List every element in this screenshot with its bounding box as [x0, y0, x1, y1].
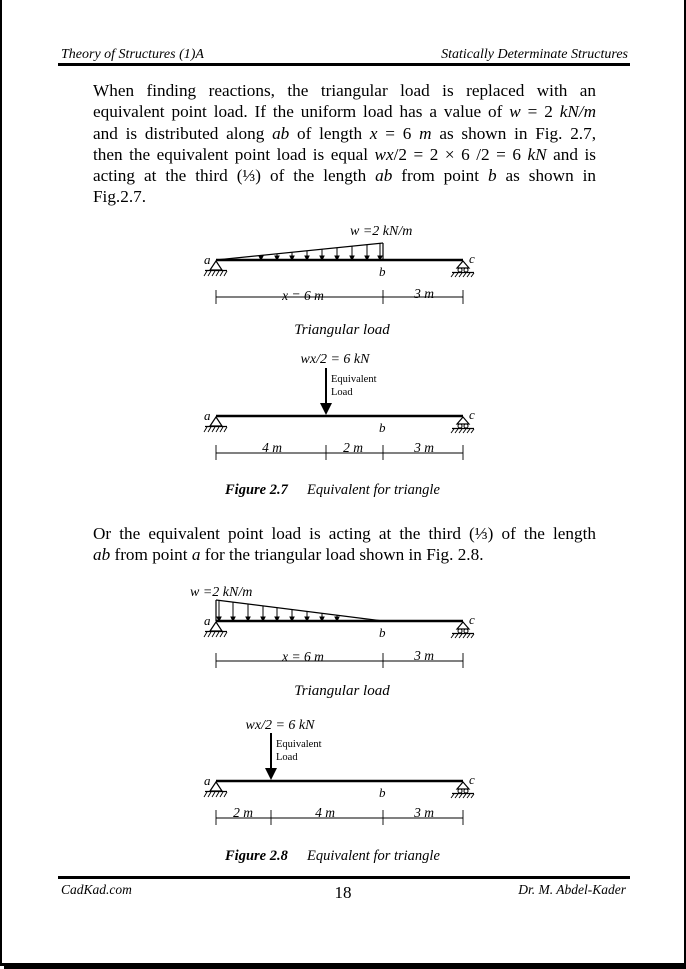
para1-line2: equivalent point load. If the uniform load has a value of w = 2 kN/m: [93, 102, 596, 122]
fig28-caption: [224, 848, 440, 864]
header-title-right: Statically Determinate Structures: [441, 47, 628, 62]
fig27-label-c-bottom: c: [469, 407, 475, 422]
fig27-triangular-load-diagram: [204, 224, 475, 338]
fig28-load-label: w =2 kN/m: [190, 585, 253, 600]
fig27-label-a-bottom: a: [204, 408, 211, 423]
fig28-equivalent-label: Equivalent: [276, 739, 322, 750]
fig27-label-a-top: a: [204, 252, 211, 267]
fig27-label-c-top: c: [469, 251, 475, 266]
figure-2-7: [204, 224, 475, 498]
fig28-point-load-label: wx/2 = 6 kN: [245, 718, 315, 733]
fig28-label-b-bottom: b: [379, 785, 386, 800]
fig28-load-top-line: [216, 600, 383, 621]
fig28-caption-number: Figure 2.8: [225, 848, 288, 864]
footer-author: Dr. M. Abdel-Kader: [518, 882, 626, 897]
figure-2-8: [190, 585, 475, 864]
fig27-caption: [224, 482, 440, 498]
fig28-point-load-arrowhead-icon: [265, 768, 277, 780]
fig27-load-top-line: [216, 243, 383, 260]
para1-line6: Fig.2.7.: [93, 187, 147, 207]
fig27-span1-label: x = 6 m: [282, 288, 324, 303]
fig27-caption-number: Figure 2.7: [225, 482, 288, 498]
fig28-load-word-label: Load: [276, 752, 298, 763]
para2-line2: ab from point a for the triangular load shown in Fig. 2.8.: [93, 545, 484, 565]
fig27-point-load-label: wx/2 = 6 kN: [300, 352, 370, 367]
fig28-caption-triangular: Triangular load: [294, 683, 390, 699]
fig27-caption-triangular: Triangular load: [294, 322, 390, 338]
para1-line3: and is distributed along ab of length x = 6 m as shown in Fig. 2.7,: [93, 123, 596, 143]
fig28-equivalent-load-diagram: [204, 718, 475, 825]
para1-line1: When finding reactions, the triangular load is replaced with an: [93, 81, 596, 100]
fig28-dim2-label: 4 m: [315, 805, 335, 820]
fig27-dim1-label: 4 m: [262, 440, 282, 455]
fig28-label-a-bottom: a: [204, 773, 211, 788]
fig28-load-arrows: [217, 600, 339, 621]
fig27-point-load-arrowhead-icon: [320, 403, 332, 415]
fig28-span1-label: x = 6 m: [282, 649, 324, 664]
para1-line4: then the equivalent point load is equal wx/2 = 2 × 6 /2 = 6 kN and is: [93, 144, 596, 164]
fig28-caption-text: Equivalent for triangle: [307, 848, 440, 864]
para2-line1: Or the equivalent point load is acting at the third (⅓) of the length: [93, 524, 596, 543]
fig27-load-word-label: Load: [331, 387, 353, 398]
fig28-label-a-top: a: [204, 613, 211, 628]
fig28-label-c-top: c: [469, 612, 475, 627]
fig27-label-b-bottom: b: [379, 420, 386, 435]
para1-line5: acting at the third (⅓) of the length ab from point b as shown in: [93, 166, 596, 186]
fig27-load-arrows: [259, 243, 382, 260]
fig27-dim3-label: 3 m: [414, 440, 434, 455]
header-title-left: Theory of Structures (1)A: [61, 47, 204, 62]
fig27-equivalent-load-diagram: [204, 352, 475, 460]
fig27-load-label: w =2 kN/m: [350, 224, 413, 239]
fig28-label-b-top: b: [379, 625, 386, 640]
fig27-caption-text: Equivalent for triangle: [307, 482, 440, 498]
fig27-equivalent-label: Equivalent: [331, 374, 377, 385]
footer-rule: [58, 876, 630, 879]
fig28-dim1-label: 2 m: [233, 805, 253, 820]
fig28-dim3-label: 3 m: [414, 805, 434, 820]
fig27-span2-label: 3 m: [414, 286, 434, 301]
fig28-span2-label: 3 m: [414, 648, 434, 663]
fig28-label-c-bottom: c: [469, 772, 475, 787]
fig27-dim2-label: 2 m: [343, 440, 363, 455]
page-number: 18: [334, 883, 352, 902]
fig27-label-b-top: b: [379, 264, 386, 279]
fig28-triangular-load-diagram: [190, 585, 475, 699]
footer-website: CadKad.com: [61, 882, 132, 897]
